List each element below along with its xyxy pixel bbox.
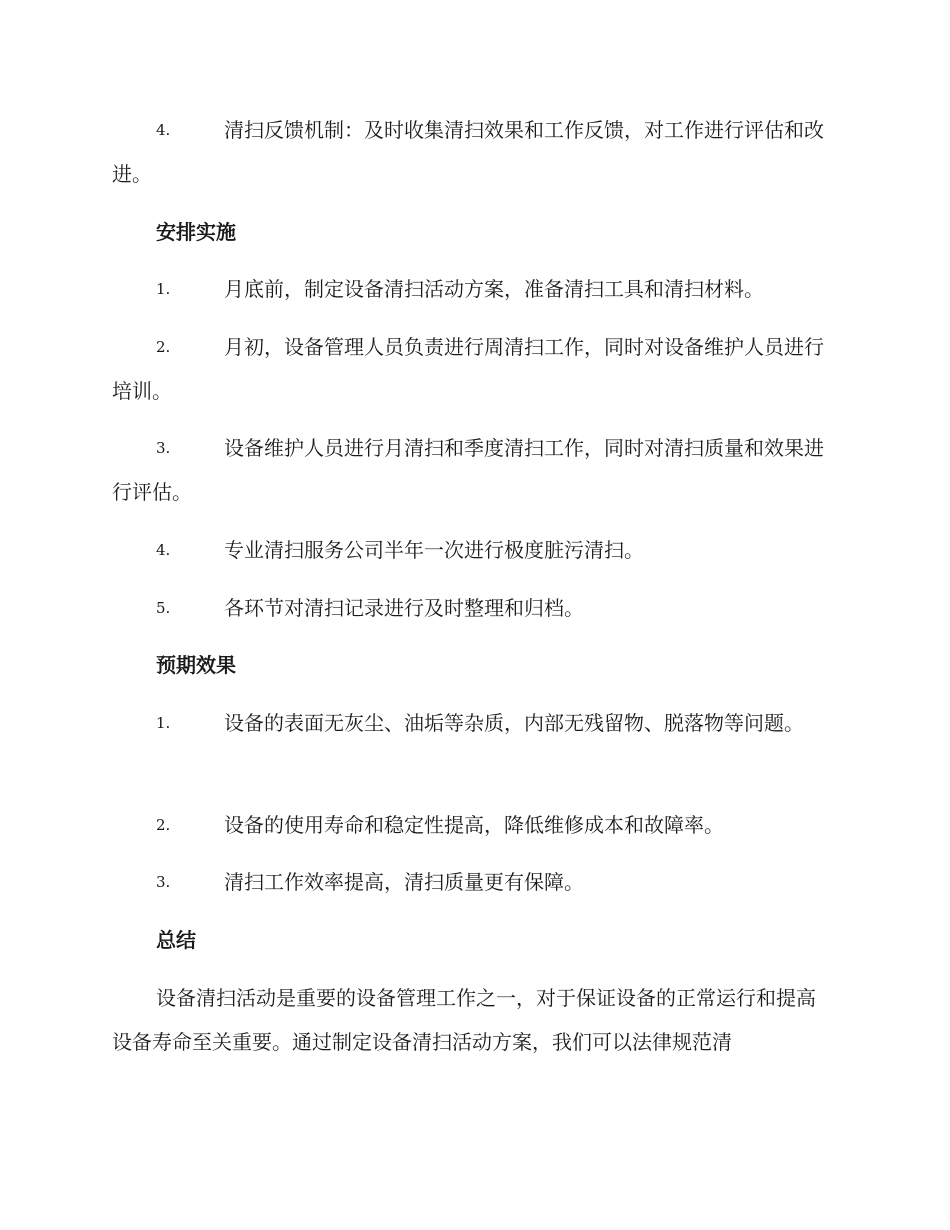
- summary-paragraph: 设备清扫活动是重要的设备管理工作之一，对于保证设备的正常运行和提高设备寿命至关重要。通过制定设备清扫活动方案，我们可以法律规范清: [112, 986, 816, 1054]
- list-text: 设备维护人员进行月清扫和季度清扫工作，同时对清扫质量和效果进行评估。: [112, 436, 824, 504]
- list-item: [112, 701, 834, 745]
- list-number: 1.: [156, 280, 171, 298]
- list-text: 专业清扫服务公司半年一次进行极度脏污清扫。: [224, 538, 644, 562]
- list-number: 1.: [156, 714, 171, 732]
- list-text: 各环节对清扫记录进行及时整理和归档。: [224, 596, 584, 620]
- list-number: 5.: [156, 599, 171, 617]
- list-text: 清扫工作效率提高，清扫质量更有保障。: [224, 870, 584, 894]
- list-item: [112, 803, 834, 847]
- list-text: 清扫反馈机制：及时收集清扫效果和工作反馈，对工作进行评估和改进。: [112, 118, 824, 186]
- list-number: 2.: [156, 816, 171, 834]
- list-item: [112, 426, 834, 514]
- list-text: 设备的使用寿命和稳定性提高，降低维修成本和故障率。: [224, 813, 724, 837]
- list-number: 4.: [156, 121, 171, 139]
- list-text: 月初，设备管理人员负责进行周清扫工作，同时对设备维护人员进行培训。: [112, 335, 824, 403]
- list-item: [112, 860, 834, 904]
- list-item: [112, 325, 834, 413]
- list-item-feedback: [112, 108, 834, 196]
- list-number: 3.: [156, 873, 171, 891]
- list-item: [112, 528, 834, 572]
- list-item: [112, 586, 834, 630]
- list-number: 3.: [156, 439, 171, 457]
- list-number: 4.: [156, 541, 171, 559]
- heading-implementation: 安排实施: [156, 220, 236, 244]
- heading-summary: 总结: [156, 928, 196, 952]
- list-text: 设备的表面无灰尘、油垢等杂质，内部无残留物、脱落物等问题。: [224, 711, 804, 735]
- list-item: [112, 267, 834, 311]
- list-text: 月底前，制定设备清扫活动方案，准备清扫工具和清扫材料。: [224, 277, 764, 301]
- list-number: 2.: [156, 338, 171, 356]
- heading-expected-results: 预期效果: [156, 653, 236, 677]
